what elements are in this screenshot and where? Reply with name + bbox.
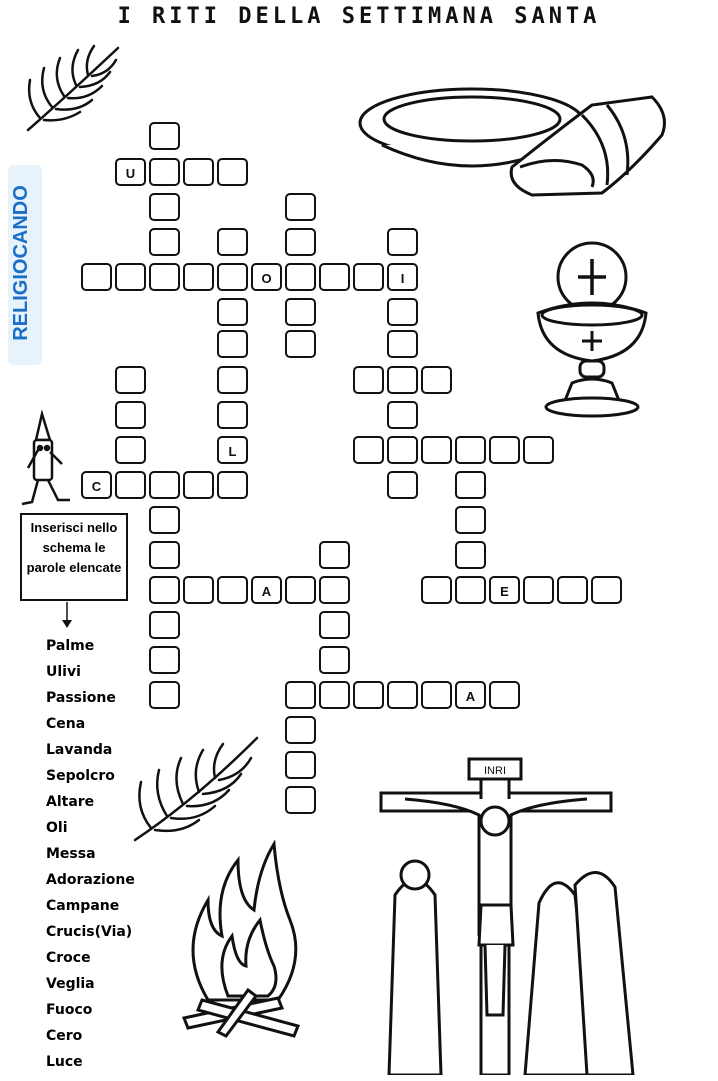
crossword-cell[interactable]: [183, 576, 214, 604]
crossword-cell[interactable]: [387, 436, 418, 464]
word-list-item: Oli: [46, 820, 68, 836]
crossword-cell[interactable]: [523, 436, 554, 464]
crossword-cell[interactable]: [455, 506, 486, 534]
logo-text: RELIGIOCANDO: [10, 185, 32, 341]
crossword-cell[interactable]: [81, 263, 112, 291]
crossword-cell[interactable]: [455, 436, 486, 464]
crossword-cell[interactable]: [217, 330, 248, 358]
crossword-cell[interactable]: [387, 330, 418, 358]
crossword-cell[interactable]: [455, 541, 486, 569]
word-list-item: Altare: [46, 794, 95, 810]
crossword-cell[interactable]: [217, 401, 248, 429]
palm-branch-bottom-icon: [125, 730, 265, 850]
crossword-cell[interactable]: [421, 681, 452, 709]
religiocando-logo: [8, 165, 42, 365]
crossword-cell[interactable]: [149, 576, 180, 604]
crossword-cell[interactable]: A: [455, 681, 486, 709]
word-list-item: Croce: [46, 950, 91, 966]
word-list-item: Veglia: [46, 976, 95, 992]
fire-icon: [178, 840, 308, 1040]
crossword-cell[interactable]: [217, 298, 248, 326]
word-list-item: Fuoco: [46, 1002, 93, 1018]
crossword-cell[interactable]: [319, 611, 350, 639]
crossword-cell[interactable]: [455, 471, 486, 499]
crossword-cell[interactable]: [149, 541, 180, 569]
word-list-item: Cena: [46, 716, 86, 732]
crossword-cell[interactable]: [285, 193, 316, 221]
crossword-cell[interactable]: [421, 576, 452, 604]
crossword-cell[interactable]: [285, 751, 316, 779]
crossword-cell[interactable]: I: [387, 263, 418, 291]
word-list-item: Sepolcro: [46, 768, 115, 784]
crossword-cell[interactable]: [149, 158, 180, 186]
crossword-cell[interactable]: [421, 436, 452, 464]
crossword-cell[interactable]: [183, 158, 214, 186]
crossword-cell[interactable]: [217, 158, 248, 186]
crossword-cell[interactable]: [285, 228, 316, 256]
crossword-cell[interactable]: [217, 228, 248, 256]
pencil-mascot-icon: [18, 410, 78, 510]
crossword-cell[interactable]: [591, 576, 622, 604]
crossword-cell[interactable]: [353, 436, 384, 464]
crossword-cell[interactable]: [285, 681, 316, 709]
crossword-cell[interactable]: [387, 228, 418, 256]
crossword-cell[interactable]: [353, 263, 384, 291]
word-list-item: Crucis(Via): [46, 924, 133, 940]
word-list-item: Cero: [46, 1028, 83, 1044]
word-list: [46, 633, 135, 1075]
crossword-cell[interactable]: [149, 263, 180, 291]
crossword-cell[interactable]: A: [251, 576, 282, 604]
crossword-cell[interactable]: [387, 401, 418, 429]
crossword-cell[interactable]: [149, 681, 180, 709]
crossword-cell[interactable]: [319, 681, 350, 709]
crossword-cell[interactable]: [285, 576, 316, 604]
crossword-cell[interactable]: [115, 436, 146, 464]
palm-branch-icon: [18, 40, 128, 135]
crossword-cell[interactable]: [149, 646, 180, 674]
word-list-item: Lavanda: [46, 742, 113, 758]
crossword-cell[interactable]: [319, 576, 350, 604]
crossword-cell[interactable]: [217, 366, 248, 394]
crossword-cell[interactable]: [285, 263, 316, 291]
crossword-cell[interactable]: [455, 576, 486, 604]
crossword-cell[interactable]: [387, 681, 418, 709]
word-list-item: Ulivi: [46, 664, 81, 680]
crossword-cell[interactable]: [285, 716, 316, 744]
crossword-cell[interactable]: [115, 263, 146, 291]
crossword-cell[interactable]: E: [489, 576, 520, 604]
crossword-cell[interactable]: [421, 366, 452, 394]
crossword-cell[interactable]: [387, 298, 418, 326]
crossword-cell[interactable]: [217, 576, 248, 604]
crossword-cell[interactable]: [149, 611, 180, 639]
word-list-item: Luce: [46, 1054, 83, 1070]
crossword-cell[interactable]: [319, 541, 350, 569]
crossword-cell[interactable]: [149, 471, 180, 499]
crossword-cell[interactable]: [387, 471, 418, 499]
crossword-cell[interactable]: [149, 228, 180, 256]
crossword-cell[interactable]: [115, 366, 146, 394]
crossword-cell[interactable]: [217, 263, 248, 291]
inri-sign: INRI: [484, 765, 506, 777]
crossword-cell[interactable]: [183, 263, 214, 291]
chalice-host-icon: [530, 235, 660, 420]
crossword-cell[interactable]: [557, 576, 588, 604]
crossword-cell[interactable]: [319, 263, 350, 291]
crossword-cell[interactable]: [285, 786, 316, 814]
crossword-cell[interactable]: C: [81, 471, 112, 499]
crossword-cell[interactable]: [353, 366, 384, 394]
word-list-item: Campane: [46, 898, 120, 914]
crossword-cell[interactable]: U: [115, 158, 146, 186]
crossword-cell[interactable]: [353, 681, 384, 709]
crossword-cell[interactable]: [285, 330, 316, 358]
crossword-cell[interactable]: [115, 471, 146, 499]
crossword-cell[interactable]: [489, 436, 520, 464]
crossword-cell[interactable]: [149, 193, 180, 221]
crossword-cell[interactable]: [149, 122, 180, 150]
crossword-cell[interactable]: [523, 576, 554, 604]
crossword-cell[interactable]: [319, 646, 350, 674]
crossword-cell[interactable]: [387, 366, 418, 394]
crucifixion-scene-icon: [375, 755, 645, 1075]
crossword-cell[interactable]: O: [251, 263, 282, 291]
page-title: I RITI DELLA SETTIMANA SANTA: [117, 4, 601, 29]
crossword-cell[interactable]: [115, 401, 146, 429]
crossword-cell[interactable]: [217, 471, 248, 499]
crossword-cell[interactable]: [285, 298, 316, 326]
instruction-box: Inserisci nello schema le parole elencate: [20, 513, 128, 601]
crossword-cell[interactable]: [489, 681, 520, 709]
basin-and-towel-icon: [352, 75, 672, 200]
arrow-down-icon: [60, 602, 74, 628]
crossword-cell[interactable]: L: [217, 436, 248, 464]
crossword-cell[interactable]: [183, 471, 214, 499]
word-list-item: Passione: [46, 690, 116, 706]
crossword-cell[interactable]: [149, 506, 180, 534]
word-list-item: Messa: [46, 846, 96, 862]
word-list-item: Adorazione: [46, 872, 135, 888]
word-list-item: Palme: [46, 638, 95, 654]
